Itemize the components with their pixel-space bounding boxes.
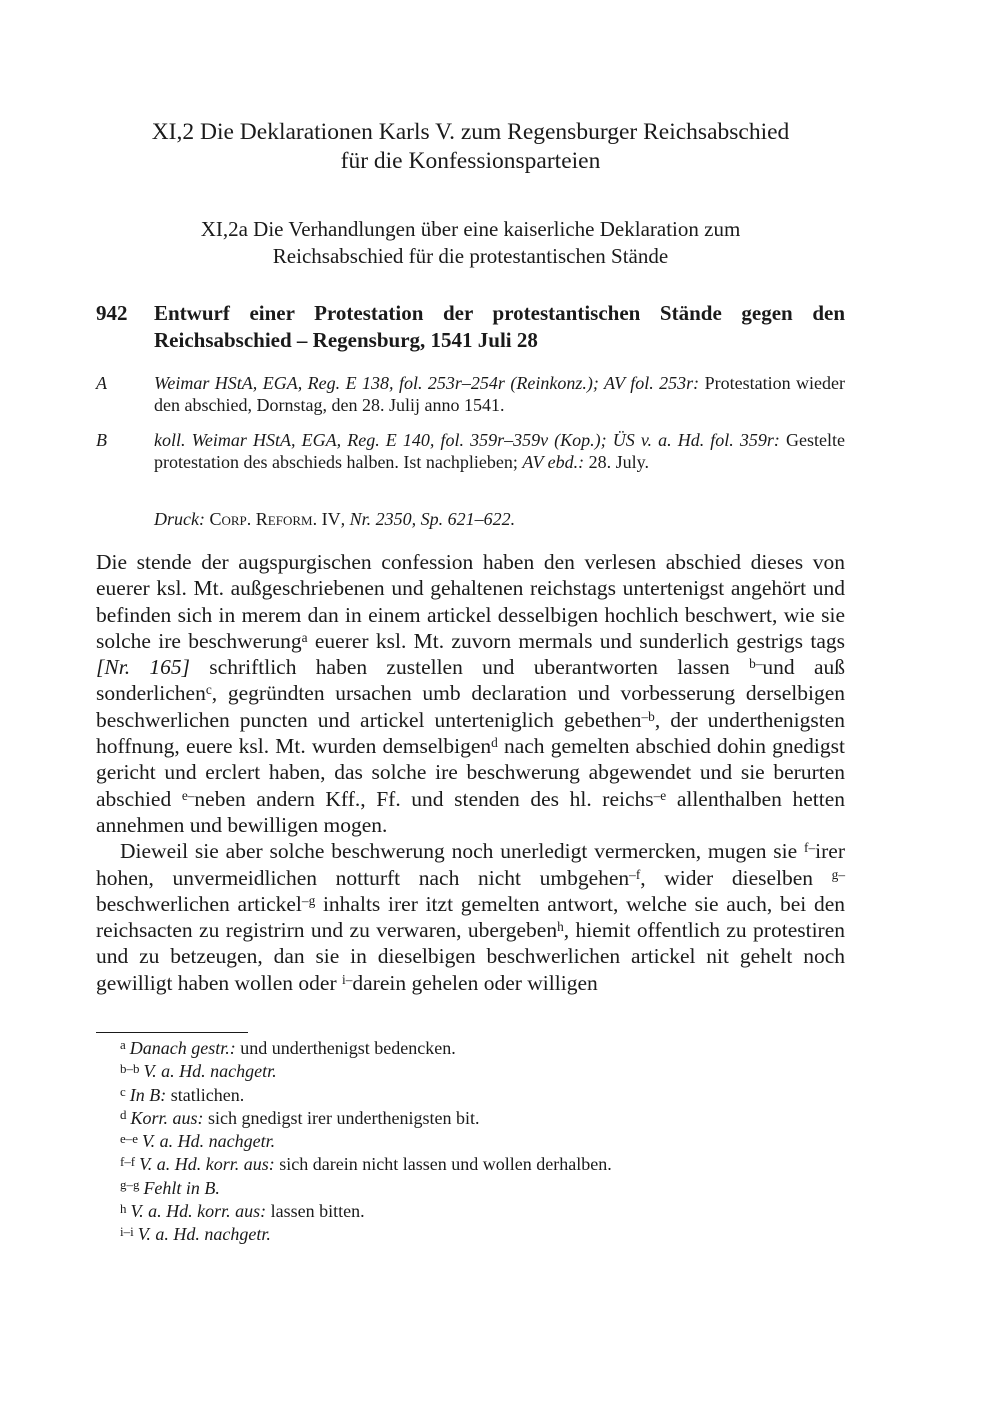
- print-ref: , Nr. 2350, Sp. 621–622.: [340, 509, 516, 529]
- footnote-mark: a: [120, 1037, 126, 1053]
- source-b-body: [154, 429, 845, 473]
- footnote: [96, 1130, 845, 1153]
- text-run: beschwerlichen artickel: [96, 891, 302, 916]
- footnote-label: Korr. aus:: [130, 1107, 204, 1128]
- footnote-text: statlichen.: [166, 1084, 245, 1105]
- footnote-label: Danach gestr.:: [129, 1038, 236, 1058]
- footnote-label: In B:: [129, 1084, 167, 1105]
- footnote-marker: f–: [804, 840, 816, 856]
- footnote-mark: c: [120, 1084, 126, 1100]
- footnote-marker: i–: [342, 971, 353, 987]
- footnote: [96, 1037, 845, 1060]
- print-reference: [96, 508, 845, 530]
- footnote-marker: b–: [749, 656, 763, 672]
- footnote-marker: a: [301, 629, 308, 645]
- source-b-archive: koll. Weimar HStA, EGA, Reg. E 140, fol. 359r–359v (Kop.); ÜS v. a. Hd. fol. 359r:: [154, 430, 780, 450]
- chapter-heading: [96, 118, 845, 176]
- text-run: , der underthenigsten hoffnung, euere ksl. Mt. wurden demselbigen: [96, 707, 845, 759]
- footnote-label: V. a. Hd. korr. aus:: [130, 1201, 267, 1222]
- section-heading: [96, 216, 845, 270]
- footnote-marker: c: [205, 682, 212, 698]
- source-b-siglum: B: [96, 430, 107, 450]
- text-run: Dieweil sie aber solche beschwerung noch unerledigt vermercken, mugen sie: [120, 839, 805, 864]
- source-b-av-text: 28. July.: [584, 452, 650, 472]
- footnotes: [96, 1037, 845, 1247]
- footnote-text: sich darein nicht lassen und wollen derhalben.: [274, 1154, 612, 1175]
- footnote-label: V. a. Hd. korr. aus:: [139, 1154, 275, 1175]
- text-run: und auß sonderlichen: [96, 655, 845, 706]
- text-run: nach gemelten abschied dohin gnedigst gericht und erclert haben, das solche ire beschwerung abgewendet und sie berurten abschied: [96, 734, 845, 811]
- paragraph-1: [96, 549, 845, 838]
- footnote-label: V. a. Hd. nachgetr.: [141, 1131, 276, 1152]
- footnote-label: V. a. Hd. nachgetr.: [137, 1224, 271, 1245]
- text-run: Die stende der augspurgischen confession haben den verlesen abschied dieses von euerer ksl. Mt. außgeschriebenen und gehaltenen reichstags untertenigst angehört und befinden sich in merem dan in einem artickel desselbigen hochlich beschwert, wie sie solche ire beschwerung: [96, 550, 845, 653]
- footnote-mark: b–b: [120, 1060, 140, 1076]
- text-run: schriftlich haben zustellen und uberantworten lassen: [190, 655, 750, 680]
- text-run: inhalts irer itzt gemelten antwort, welche sie auch, bei den reichsacten zu registrirn und zu verwaren, ubergeben: [96, 891, 846, 943]
- footnote-marker: –g: [301, 892, 316, 908]
- document-page: [96, 0, 845, 1418]
- footnote: [96, 1153, 845, 1176]
- footnote-marker: e–: [181, 787, 195, 803]
- footnote-label: V. a. Hd. nachgetr.: [143, 1061, 277, 1082]
- main-text: [96, 549, 845, 996]
- text-run: , wider dieselben: [640, 865, 832, 890]
- print-work: Corp. Reform.: [209, 509, 318, 529]
- print-volume: IV: [317, 509, 341, 529]
- footnote-mark: g–g: [120, 1177, 140, 1193]
- text-run: euerer ksl. Mt. zuvorn mermals und sunderlich gestrigs tags: [307, 628, 845, 653]
- footnote: [96, 1107, 845, 1130]
- text-run: allenthalben hetten annehmen und bewilligen mogen.: [96, 786, 845, 837]
- text-run: , hiemit offentlich zu protestiren und zu betzeugen, dan sie in dieselbigen beschwerlichen artickel nit gehelt noch gewilligt haben wollen oder: [96, 918, 845, 995]
- source-a-text: Protestation wieder den abschied, Dornstag, den 28. Julij anno 1541.: [154, 373, 845, 415]
- source-a: [96, 372, 845, 416]
- footnote-mark: e–e: [120, 1130, 138, 1146]
- print-reference-body: [154, 508, 845, 530]
- footnote-mark: d: [120, 1107, 127, 1123]
- section-heading-line-1: XI,2a Die Verhandlungen über eine kaiserliche Deklaration zum: [200, 217, 741, 241]
- chapter-heading-line-2: für die Konfessionsparteien: [340, 148, 601, 174]
- footnote-marker: d: [491, 735, 498, 751]
- footnote: [96, 1223, 845, 1246]
- footnote-marker: g–: [831, 866, 845, 882]
- cross-reference: [Nr. 165]: [96, 655, 190, 680]
- text-run: , gegründten ursachen umb declaration und vorbesserung derselbigen beschwerlichen puncten und artickel unterteniglich gebethen: [96, 681, 845, 732]
- source-a-body: [154, 372, 845, 416]
- paragraph-2: [96, 838, 845, 996]
- text-run: irer hohen, unvermeidlichen notturft nach nicht umbgehen: [96, 839, 845, 890]
- footnote-mark: f–f: [120, 1153, 136, 1169]
- footnote: [96, 1060, 845, 1083]
- footnote: [96, 1084, 845, 1107]
- footnote-mark: h: [120, 1200, 127, 1216]
- footnote-text: und underthenigst bedencken.: [235, 1038, 456, 1058]
- document-heading: [96, 300, 845, 354]
- document-title: Entwurf einer Protestation der protestantischen Stände gegen den Reichsabschied – Regensburg, 1541 Juli 28: [154, 301, 845, 352]
- print-label: Druck:: [154, 509, 205, 529]
- footnote: [96, 1177, 845, 1200]
- footnote-marker: –e: [653, 787, 667, 803]
- source-b-text: Gestelte protestation des abschieds halben. Ist nachplieben;: [154, 430, 845, 472]
- footnote-text: lassen bitten.: [266, 1201, 365, 1222]
- text-run: darein gehelen oder willigen: [352, 970, 598, 995]
- source-b: [96, 429, 845, 473]
- text-run: neben andern Kff., Ff. und stenden des hl. reichs: [194, 786, 654, 811]
- footnote-label: Fehlt in B.: [143, 1177, 220, 1198]
- footnote-divider: [96, 1032, 248, 1033]
- footnote-marker: –f: [629, 866, 641, 882]
- section-heading-line-2: Reichsabschied für die protestantischen Stände: [272, 244, 669, 268]
- footnote-marker: h: [557, 919, 564, 935]
- document-number: 942: [96, 301, 128, 325]
- footnote-marker: –b: [641, 708, 655, 724]
- source-a-archive: Weimar HStA, EGA, Reg. E 138, fol. 253r–254r (Reinkonz.); AV fol. 253r:: [154, 373, 700, 393]
- footnote-mark: i–i: [120, 1223, 134, 1239]
- source-a-siglum: A: [96, 373, 107, 393]
- source-b-av-label: AV ebd.:: [522, 452, 585, 472]
- footnote-text: sich gnedigst irer underthenigsten bit.: [203, 1107, 480, 1128]
- chapter-heading-line-1: XI,2 Die Deklarationen Karls V. zum Regensburger Reichsabschied: [151, 119, 790, 145]
- footnote: [96, 1200, 845, 1223]
